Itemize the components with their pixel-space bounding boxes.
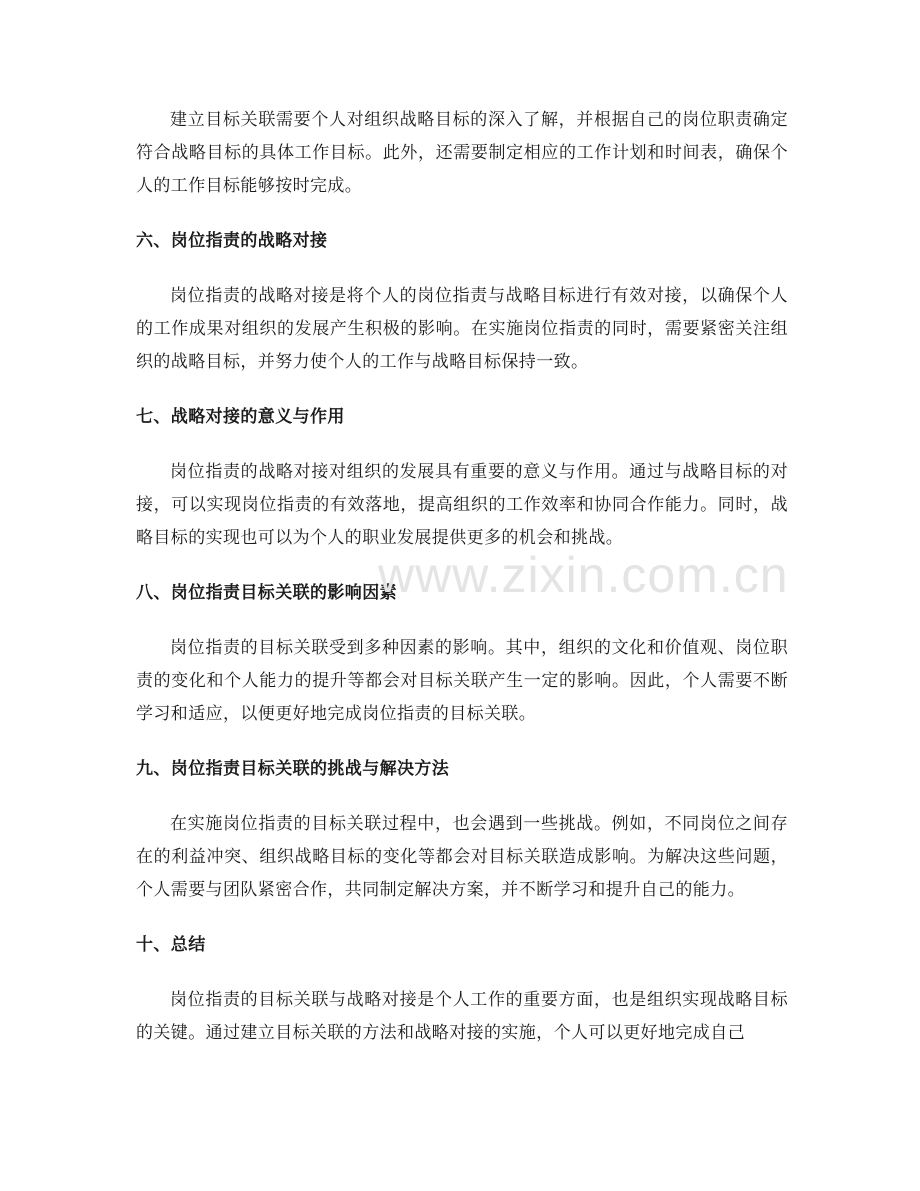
section-heading-7: 七、战略对接的意义与作用 [136, 407, 345, 427]
section-paragraph-10: 岗位指责的目标关联与战略对接是个人工作的重要方面，也是组织实现战略目标的关键。通过建立目标关联的方法和战略对接的实施，个人可以更好地完成自己 [136, 990, 788, 1043]
section-paragraph-6: 岗位指责的战略对接是将个人的岗位指责与战略目标进行有效对接，以确保个人的工作成果对组织的发展产生积极的影响。在实施岗位指责的同时，需要紧密关注组织的战略目标，并努力使个人的工作与战略目标保持一致。 [136, 286, 788, 372]
section-paragraph-9: 在实施岗位指责的目标关联过程中，也会遇到一些挑战。例如，不同岗位之间存在的利益冲突、组织战略目标的变化等都会对目标关联造成影响。为解决这些问题，个人需要与团队紧密合作，共同制定解决方案，并不断学习和提升自己的能力。 [136, 814, 788, 900]
section-heading-10: 十、总结 [136, 935, 206, 955]
document-body [136, 104, 788, 1050]
section-paragraph-7: 岗位指责的战略对接对组织的发展具有重要的意义与作用。通过与战略目标的对接，可以实现岗位指责的有效落地，提高组织的工作效率和协同合作能力。同时，战略目标的实现也可以为个人的职业发展提供更多的机会和挑战。 [136, 462, 788, 548]
section-paragraph-8: 岗位指责的目标关联受到多种因素的影响。其中，组织的文化和价值观、岗位职责的变化和个人能力的提升等都会对目标关联产生一定的影响。因此，个人需要不断学习和适应，以便更好地完成岗位指责的目标关联。 [136, 638, 788, 724]
section-heading-6: 六、岗位指责的战略对接 [136, 231, 328, 251]
watermark-text: www.zixin.com.cn [378, 547, 789, 603]
intro-paragraph: 建立目标关联需要个人对组织战略目标的深入了解，并根据自己的岗位职责确定符合战略目标的具体工作目标。此外，还需要制定相应的工作计划和时间表，确保个人的工作目标能够按时完成。 [136, 110, 788, 196]
section-heading-8: 八、岗位指责目标关联的影响因素 [136, 583, 397, 603]
section-heading-9: 九、岗位指责目标关联的挑战与解决方法 [136, 759, 450, 779]
